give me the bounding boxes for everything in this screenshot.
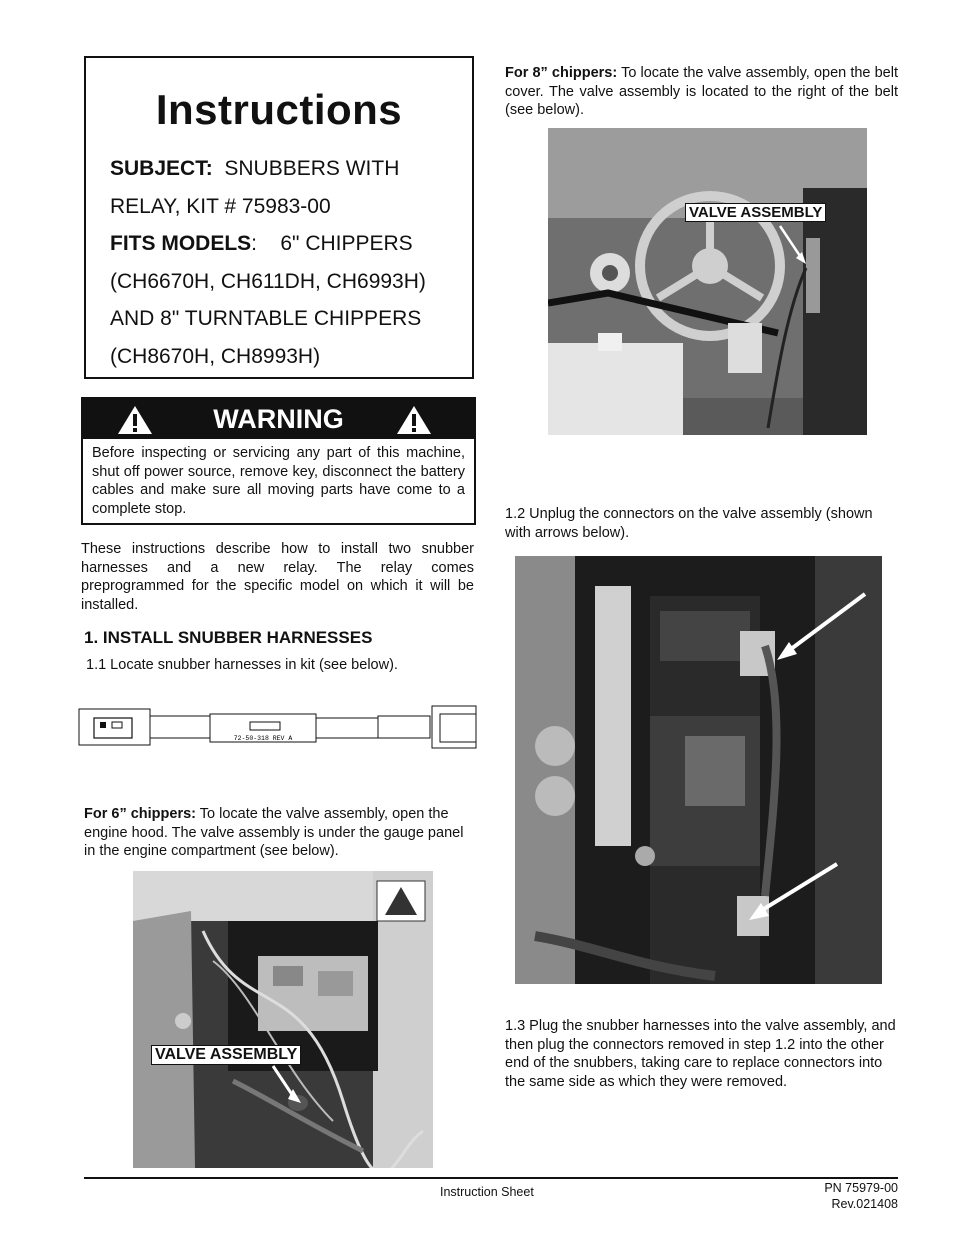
fits-colon: :: [251, 232, 258, 255]
step-1-2: 1.2 Unplug the connectors on the valve assembly (shown with arrows below).: [505, 506, 873, 541]
six-inch-callout: VALVE ASSEMBLY: [151, 1045, 301, 1065]
fits-models-label: FITS MODELS: [110, 232, 252, 255]
footer-rule: [84, 1177, 898, 1179]
eight-inch-label: For 8” chippers:: [505, 65, 618, 81]
harness-tag-label: 72-50-318 REV A: [233, 735, 293, 742]
six-inch-label: For 6” chippers:: [84, 806, 196, 822]
eight-inch-valve-photo: [548, 128, 867, 435]
subject-label: SUBJECT:: [110, 157, 213, 180]
footer-center: Instruction Sheet: [440, 1185, 534, 1199]
subject-line-2: RELAY, KIT # 75983-00: [110, 194, 331, 218]
footer-rev: Rev.021408: [831, 1197, 898, 1211]
valve-connectors-photo: [515, 556, 882, 984]
warning-triangle-icon: [396, 405, 432, 435]
fits-line-3: AND 8" TURNTABLE CHIPPERS: [110, 307, 422, 330]
warning-text: Before inspecting or servicing any part of this machine, shut off power source, remove key, disconnect the battery cables and make sure all moving parts have come to a complete stop.: [92, 445, 465, 517]
six-inch-text: To locate the valve assembly, open the engine hood. The valve assembly is under the gauge panel in the engine compartment (see below).: [84, 806, 464, 859]
intro-paragraph: These instructions describe how to install two snubber harnesses and a new relay. The relay comes preprogrammed for the specific model on which it will be installed.: [81, 541, 474, 613]
title-box: [84, 56, 474, 379]
fits-line-2: (CH6670H, CH611DH, CH6993H): [110, 269, 426, 293]
fits-line-1: 6" CHIPPERS: [280, 232, 413, 255]
page-title: Instructions: [155, 86, 403, 133]
footer-pn: PN 75979-00: [824, 1181, 898, 1195]
snubber-harness-diagram: [78, 704, 478, 750]
warning-box: [81, 397, 476, 525]
step-1-1: 1.1 Locate snubber harnesses in kit (see below).: [86, 657, 398, 673]
warning-label: WARNING: [213, 404, 344, 434]
six-inch-paragraph: [84, 805, 477, 861]
eight-inch-text: To locate the valve assembly, open the belt cover. The valve assembly is located to the right of the belt (see below).: [505, 65, 898, 118]
step-1-3: 1.3 Plug the snubber harnesses into the valve assembly, and then plug the connectors removed in step 1.2 into the other end of the snubbers, taking care to replace connectors into the same side as which they were removed.: [505, 1018, 896, 1090]
six-inch-valve-photo: [133, 871, 433, 1168]
section-heading: 1. INSTALL SNUBBER HARNESSES: [84, 628, 373, 647]
eight-inch-callout: VALVE ASSEMBLY: [685, 203, 826, 222]
warning-header: [83, 399, 474, 439]
subject-block: [110, 150, 460, 375]
subject-line-1: SNUBBERS WITH: [224, 157, 400, 180]
fits-line-4: (CH8670H, CH8993H): [110, 344, 321, 368]
eight-inch-paragraph: [505, 64, 898, 120]
